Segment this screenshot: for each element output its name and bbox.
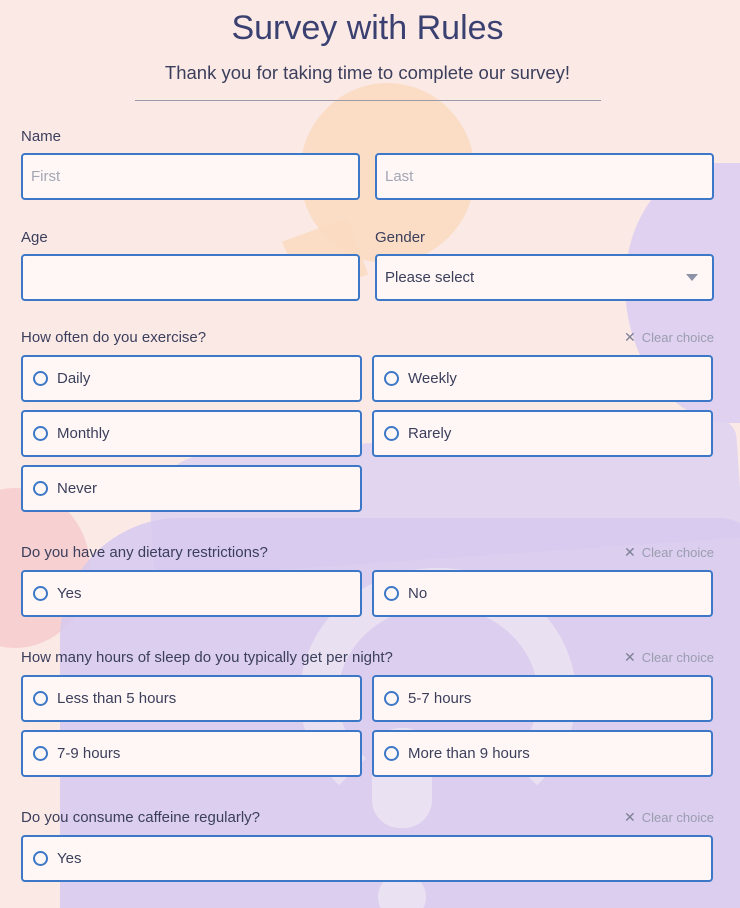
clear-choice-label: Clear choice (641, 650, 714, 665)
name-fields (21, 153, 714, 200)
page-subtitle: Thank you for taking time to complete our survey! (164, 62, 571, 83)
radio-option[interactable] (21, 465, 362, 512)
option-label: Never (57, 480, 98, 497)
option-label: Daily (57, 370, 91, 387)
close-icon: ✕ (624, 544, 636, 560)
clear-choice-button[interactable] (624, 329, 714, 346)
clear-choice-label: Clear choice (641, 810, 714, 825)
option-label: Rarely (408, 425, 452, 442)
chevron-down-icon (686, 274, 698, 281)
clear-choice-button[interactable] (624, 649, 714, 666)
radio-icon (33, 851, 48, 866)
option-label: Yes (57, 585, 82, 602)
radio-option[interactable] (21, 410, 362, 457)
caffeine-options (21, 835, 714, 882)
option-label: 5-7 hours (408, 690, 472, 707)
option-label: More than 9 hours (408, 745, 530, 762)
close-icon: ✕ (624, 329, 636, 345)
question-dietary (21, 544, 714, 561)
question-caffeine (21, 809, 714, 826)
sleep-options (21, 675, 714, 777)
radio-icon (384, 691, 399, 706)
age-gender-row (21, 229, 714, 301)
radio-icon (33, 691, 48, 706)
clear-choice-label: Clear choice (641, 545, 714, 560)
radio-option[interactable] (21, 675, 362, 722)
clear-choice-button[interactable] (624, 544, 714, 561)
gender-label: Gender (375, 229, 426, 246)
radio-icon (384, 426, 399, 441)
close-icon: ✕ (624, 649, 636, 665)
survey-form (0, 8, 740, 882)
clear-choice-label: Clear choice (641, 330, 714, 345)
question-title: Do you consume caffeine regularly? (21, 809, 261, 826)
dietary-options (21, 570, 714, 617)
radio-option[interactable] (21, 730, 362, 777)
radio-icon (384, 371, 399, 386)
close-icon: ✕ (624, 809, 636, 825)
radio-option[interactable] (372, 730, 713, 777)
name-label: Name (21, 128, 62, 145)
option-label: No (408, 585, 428, 602)
header-divider (135, 100, 601, 101)
radio-icon (384, 746, 399, 761)
radio-icon (33, 371, 48, 386)
question-title: Do you have any dietary restrictions? (21, 544, 268, 561)
radio-icon (33, 586, 48, 601)
age-label: Age (21, 229, 48, 246)
radio-option[interactable] (21, 355, 362, 402)
first-name-input[interactable] (21, 153, 360, 200)
page-title: Survey with Rules (231, 9, 504, 47)
option-label: Yes (57, 850, 82, 867)
question-title: How many hours of sleep do you typically get per night? (21, 649, 393, 666)
radio-icon (33, 746, 48, 761)
option-label: 7-9 hours (57, 745, 121, 762)
option-label: Monthly (57, 425, 110, 442)
question-exercise (21, 329, 714, 346)
gender-select-value: Please select (385, 269, 475, 286)
radio-icon (33, 426, 48, 441)
clear-choice-button[interactable] (624, 809, 714, 826)
age-input[interactable] (21, 254, 360, 301)
radio-option[interactable] (21, 835, 713, 882)
gender-select[interactable] (375, 254, 714, 301)
radio-option[interactable] (372, 570, 713, 617)
option-label: Less than 5 hours (57, 690, 177, 707)
question-sleep (21, 649, 714, 666)
radio-option[interactable] (372, 355, 713, 402)
last-name-input[interactable] (375, 153, 714, 200)
option-label: Weekly (408, 370, 457, 387)
radio-option[interactable] (21, 570, 362, 617)
radio-option[interactable] (372, 410, 713, 457)
question-title: How often do you exercise? (21, 329, 207, 346)
radio-icon (384, 586, 399, 601)
radio-option[interactable] (372, 675, 713, 722)
radio-icon (33, 481, 48, 496)
exercise-options (21, 355, 714, 512)
